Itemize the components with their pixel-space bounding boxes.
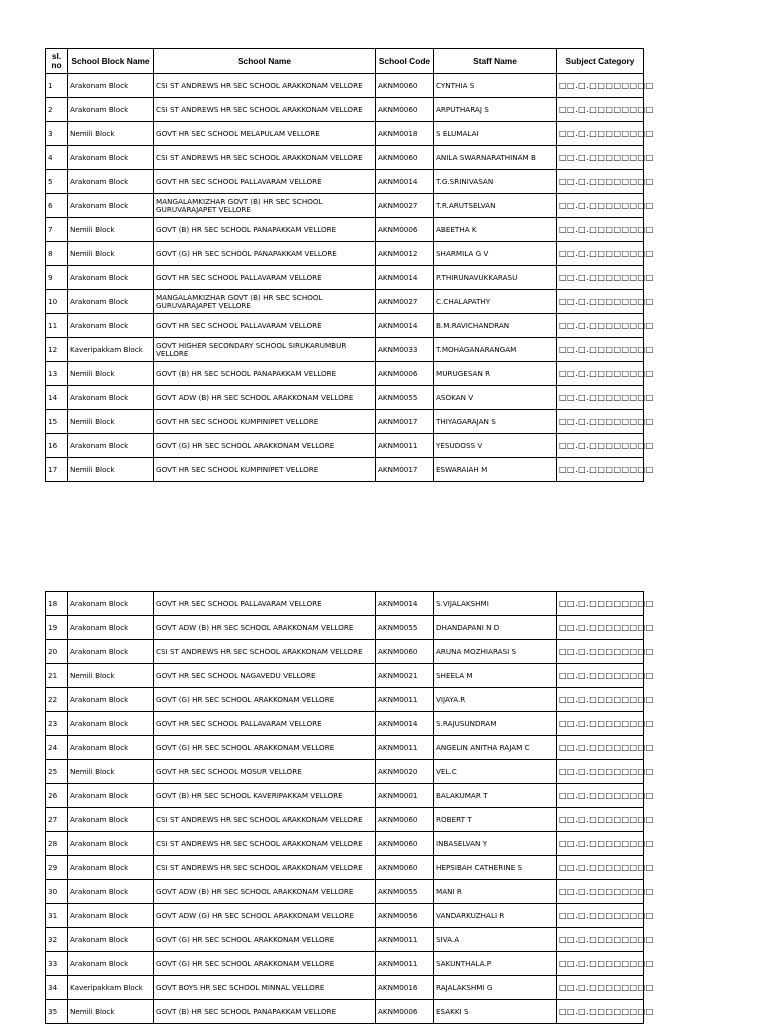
cell-subject-category: □□.□.□□□□□□□□: [557, 122, 644, 146]
table-row: [46, 736, 644, 760]
cell-school-block-name: Arakonam Block: [68, 736, 154, 760]
cell-subject-category: □□.□.□□□□□□□□: [557, 832, 644, 856]
cell-school-block-name: Nemili Block: [68, 1000, 154, 1024]
cell-sl-no: 29: [46, 856, 68, 880]
cell-school-block-name: Arakonam Block: [68, 640, 154, 664]
cell-sl-no: 6: [46, 194, 68, 218]
table-row: [46, 784, 644, 808]
cell-school-code: AKNM0011: [376, 736, 434, 760]
cell-sl-no: 30: [46, 880, 68, 904]
cell-school-block-name: Arakonam Block: [68, 290, 154, 314]
cell-school-code: AKNM0060: [376, 832, 434, 856]
cell-school-code: AKNM0027: [376, 194, 434, 218]
cell-school-name: CSI ST ANDREWS HR SEC SCHOOL ARAKKONAM VELLORE: [154, 808, 376, 832]
table-row: [46, 266, 644, 290]
cell-school-code: AKNM0060: [376, 808, 434, 832]
cell-subject-category: □□.□.□□□□□□□□: [557, 688, 644, 712]
cell-school-block-name: Arakonam Block: [68, 616, 154, 640]
cell-staff-name: S ELUMALAI: [434, 122, 557, 146]
cell-school-block-name: Nemili Block: [68, 664, 154, 688]
cell-school-block-name: Arakonam Block: [68, 74, 154, 98]
cell-school-name: GOVT HR SEC SCHOOL PALLAVARAM VELLORE: [154, 712, 376, 736]
cell-school-name: CSI ST ANDREWS HR SEC SCHOOL ARAKKONAM VELLORE: [154, 74, 376, 98]
table-row: [46, 194, 644, 218]
cell-school-block-name: Arakonam Block: [68, 314, 154, 338]
cell-staff-name: ASOKAN V: [434, 386, 557, 410]
cell-sl-no: 32: [46, 928, 68, 952]
cell-school-name: GOVT (G) HR SEC SCHOOL ARAKKONAM VELLORE: [154, 952, 376, 976]
cell-school-name: GOVT HR SEC SCHOOL MELAPULAM VELLORE: [154, 122, 376, 146]
cell-sl-no: 27: [46, 808, 68, 832]
table-row: [46, 832, 644, 856]
table-row: [46, 904, 644, 928]
cell-subject-category: □□.□.□□□□□□□□: [557, 410, 644, 434]
cell-staff-name: ANGELIN ANITHA RAJAM C: [434, 736, 557, 760]
cell-school-code: AKNM0060: [376, 98, 434, 122]
cell-school-block-name: Kaveripakkam Block: [68, 976, 154, 1000]
cell-school-name: GOVT HR SEC SCHOOL NAGAVEDU VELLORE: [154, 664, 376, 688]
cell-school-code: AKNM0060: [376, 640, 434, 664]
cell-sl-no: 17: [46, 458, 68, 482]
cell-school-name: GOVT (B) HR SEC SCHOOL PANAPAKKAM VELLORE: [154, 362, 376, 386]
table-row: [46, 386, 644, 410]
cell-staff-name: MURUGESAN R: [434, 362, 557, 386]
cell-sl-no: 5: [46, 170, 68, 194]
cell-subject-category: □□.□.□□□□□□□□: [557, 640, 644, 664]
header-school-name: School Name: [154, 49, 376, 74]
cell-school-block-name: Arakonam Block: [68, 386, 154, 410]
cell-subject-category: □□.□.□□□□□□□□: [557, 616, 644, 640]
cell-sl-no: 13: [46, 362, 68, 386]
cell-school-name: GOVT (G) HR SEC SCHOOL ARAKKONAM VELLORE: [154, 688, 376, 712]
cell-school-name: GOVT HIGHER SECONDARY SCHOOL SIRUKARUMBUR VELLORE: [154, 338, 376, 362]
cell-subject-category: □□.□.□□□□□□□□: [557, 74, 644, 98]
cell-school-block-name: Arakonam Block: [68, 146, 154, 170]
table-row: [46, 664, 644, 688]
cell-subject-category: □□.□.□□□□□□□□: [557, 784, 644, 808]
table-row: [46, 362, 644, 386]
cell-staff-name: T.MOHAGANARANGAM: [434, 338, 557, 362]
cell-school-code: AKNM0012: [376, 242, 434, 266]
cell-staff-name: ROBERT T: [434, 808, 557, 832]
cell-school-block-name: Arakonam Block: [68, 784, 154, 808]
cell-school-block-name: Nemili Block: [68, 410, 154, 434]
cell-sl-no: 22: [46, 688, 68, 712]
cell-subject-category: □□.□.□□□□□□□□: [557, 170, 644, 194]
header-school-block-name: School Block Name: [68, 49, 154, 74]
cell-school-name: MANGALAMKIZHAR GOVT (B) HR SEC SCHOOL GURUVARAJAPET VELLORE: [154, 194, 376, 218]
cell-subject-category: □□.□.□□□□□□□□: [557, 712, 644, 736]
cell-sl-no: 11: [46, 314, 68, 338]
cell-school-code: AKNM0006: [376, 362, 434, 386]
cell-school-name: GOVT ADW (B) HR SEC SCHOOL ARAKKONAM VELLORE: [154, 880, 376, 904]
table-row: [46, 434, 644, 458]
cell-school-name: GOVT ADW (B) HR SEC SCHOOL ARAKKONAM VELLORE: [154, 616, 376, 640]
cell-school-name: GOVT HR SEC SCHOOL MOSUR VELLORE: [154, 760, 376, 784]
cell-school-code: AKNM0001: [376, 784, 434, 808]
table-row: [46, 122, 644, 146]
cell-school-name: GOVT HR SEC SCHOOL PALLAVARAM VELLORE: [154, 170, 376, 194]
cell-school-code: AKNM0060: [376, 856, 434, 880]
table-row: [46, 688, 644, 712]
cell-school-code: AKNM0021: [376, 664, 434, 688]
cell-school-block-name: Nemili Block: [68, 760, 154, 784]
cell-staff-name: HEPSIBAH CATHERINE S: [434, 856, 557, 880]
table-row: [46, 880, 644, 904]
cell-school-name: GOVT (G) HR SEC SCHOOL ARAKKONAM VELLORE: [154, 928, 376, 952]
cell-school-block-name: Arakonam Block: [68, 880, 154, 904]
cell-sl-no: 1: [46, 74, 68, 98]
cell-school-code: AKNM0027: [376, 290, 434, 314]
cell-staff-name: CYNTHIA S: [434, 74, 557, 98]
cell-staff-name: ARUNA MOZHIARASI S: [434, 640, 557, 664]
cell-school-name: GOVT (G) HR SEC SCHOOL ARAKKONAM VELLORE: [154, 434, 376, 458]
table-row: [46, 410, 644, 434]
cell-sl-no: 31: [46, 904, 68, 928]
cell-school-name: CSI ST ANDREWS HR SEC SCHOOL ARAKKONAM VELLORE: [154, 856, 376, 880]
cell-school-name: GOVT (G) HR SEC SCHOOL PANAPAKKAM VELLORE: [154, 242, 376, 266]
table-row: [46, 592, 644, 616]
header-sl-no: sl. no: [46, 49, 68, 74]
cell-subject-category: □□.□.□□□□□□□□: [557, 880, 644, 904]
cell-sl-no: 23: [46, 712, 68, 736]
table-row: [46, 976, 644, 1000]
table-row: [46, 170, 644, 194]
staff-table-page-2: [45, 591, 654, 1024]
cell-school-code: AKNM0060: [376, 74, 434, 98]
cell-school-block-name: Arakonam Block: [68, 808, 154, 832]
cell-sl-no: 3: [46, 122, 68, 146]
cell-subject-category: □□.□.□□□□□□□□: [557, 218, 644, 242]
cell-school-block-name: Nemili Block: [68, 122, 154, 146]
table-row: [46, 928, 644, 952]
cell-school-block-name: Arakonam Block: [68, 434, 154, 458]
table-row: [46, 616, 644, 640]
cell-school-block-name: Arakonam Block: [68, 904, 154, 928]
cell-school-name: GOVT (B) HR SEC SCHOOL KAVERIPAKKAM VELLORE: [154, 784, 376, 808]
cell-sl-no: 7: [46, 218, 68, 242]
cell-subject-category: □□.□.□□□□□□□□: [557, 736, 644, 760]
cell-staff-name: YESUDOSS V: [434, 434, 557, 458]
cell-school-code: AKNM0014: [376, 592, 434, 616]
cell-subject-category: □□.□.□□□□□□□□: [557, 976, 644, 1000]
cell-school-code: AKNM0011: [376, 434, 434, 458]
cell-staff-name: VANDARKUZHALI R: [434, 904, 557, 928]
cell-staff-name: T.G.SRINIVASAN: [434, 170, 557, 194]
cell-school-name: GOVT HR SEC SCHOOL KUMPINIPET VELLORE: [154, 458, 376, 482]
cell-staff-name: ESWARAIAH M: [434, 458, 557, 482]
cell-school-block-name: Kaveripakkam Block: [68, 338, 154, 362]
cell-subject-category: □□.□.□□□□□□□□: [557, 904, 644, 928]
cell-subject-category: □□.□.□□□□□□□□: [557, 146, 644, 170]
cell-school-name: GOVT HR SEC SCHOOL PALLAVARAM VELLORE: [154, 592, 376, 616]
cell-sl-no: 33: [46, 952, 68, 976]
cell-school-block-name: Arakonam Block: [68, 266, 154, 290]
cell-subject-category: □□.□.□□□□□□□□: [557, 314, 644, 338]
cell-subject-category: □□.□.□□□□□□□□: [557, 266, 644, 290]
cell-staff-name: S.RAJUSUNDRAM: [434, 712, 557, 736]
cell-subject-category: □□.□.□□□□□□□□: [557, 386, 644, 410]
cell-sl-no: 12: [46, 338, 68, 362]
cell-subject-category: □□.□.□□□□□□□□: [557, 338, 644, 362]
cell-sl-no: 28: [46, 832, 68, 856]
cell-staff-name: ANILA SWARNARATHINAM B: [434, 146, 557, 170]
cell-staff-name: VIJAYA.R: [434, 688, 557, 712]
table-row: [46, 1000, 644, 1024]
table-row: [46, 146, 644, 170]
cell-staff-name: DHANDAPANI N D: [434, 616, 557, 640]
cell-staff-name: P.THIRUNAVUKKARASU: [434, 266, 557, 290]
table-header-row: [46, 49, 644, 74]
cell-subject-category: □□.□.□□□□□□□□: [557, 760, 644, 784]
cell-school-block-name: Nemili Block: [68, 218, 154, 242]
cell-school-code: AKNM0014: [376, 314, 434, 338]
cell-school-code: AKNM0055: [376, 616, 434, 640]
cell-school-code: AKNM0017: [376, 410, 434, 434]
cell-school-code: AKNM0033: [376, 338, 434, 362]
cell-school-code: AKNM0017: [376, 458, 434, 482]
cell-school-name: GOVT (G) HR SEC SCHOOL ARAKKONAM VELLORE: [154, 736, 376, 760]
cell-school-name: GOVT HR SEC SCHOOL KUMPINIPET VELLORE: [154, 410, 376, 434]
cell-school-code: AKNM0006: [376, 218, 434, 242]
cell-staff-name: B.M.RAVICHANDRAN: [434, 314, 557, 338]
table-row: [46, 712, 644, 736]
table-row: [46, 314, 644, 338]
cell-subject-category: □□.□.□□□□□□□□: [557, 362, 644, 386]
cell-subject-category: □□.□.□□□□□□□□: [557, 434, 644, 458]
cell-sl-no: 24: [46, 736, 68, 760]
header-school-code: School Code: [376, 49, 434, 74]
cell-school-code: AKNM0016: [376, 976, 434, 1000]
cell-sl-no: 2: [46, 98, 68, 122]
cell-school-name: CSI ST ANDREWS HR SEC SCHOOL ARAKKONAM VELLORE: [154, 640, 376, 664]
cell-school-name: CSI ST ANDREWS HR SEC SCHOOL ARAKKONAM VELLORE: [154, 146, 376, 170]
cell-staff-name: MANI R: [434, 880, 557, 904]
cell-school-block-name: Arakonam Block: [68, 98, 154, 122]
cell-school-name: GOVT BOYS HR SEC SCHOOL MINNAL VELLORE: [154, 976, 376, 1000]
cell-staff-name: S.VIJALAKSHMI: [434, 592, 557, 616]
cell-school-code: AKNM0055: [376, 386, 434, 410]
cell-sl-no: 14: [46, 386, 68, 410]
cell-staff-name: T.R.ARUTSELVAN: [434, 194, 557, 218]
cell-school-block-name: Nemili Block: [68, 458, 154, 482]
table-row: [46, 952, 644, 976]
cell-school-block-name: Arakonam Block: [68, 592, 154, 616]
cell-subject-category: □□.□.□□□□□□□□: [557, 194, 644, 218]
cell-sl-no: 9: [46, 266, 68, 290]
cell-school-code: AKNM0018: [376, 122, 434, 146]
cell-school-code: AKNM0056: [376, 904, 434, 928]
cell-school-code: AKNM0020: [376, 760, 434, 784]
cell-school-name: GOVT ADW (G) HR SEC SCHOOL ARAKKONAM VELLORE: [154, 904, 376, 928]
cell-school-block-name: Arakonam Block: [68, 952, 154, 976]
cell-subject-category: □□.□.□□□□□□□□: [557, 98, 644, 122]
cell-subject-category: □□.□.□□□□□□□□: [557, 856, 644, 880]
cell-school-code: AKNM0011: [376, 952, 434, 976]
cell-school-name: GOVT HR SEC SCHOOL PALLAVARAM VELLORE: [154, 314, 376, 338]
cell-sl-no: 18: [46, 592, 68, 616]
cell-subject-category: □□.□.□□□□□□□□: [557, 1000, 644, 1024]
header-subject-category: Subject Category: [557, 49, 644, 74]
cell-subject-category: □□.□.□□□□□□□□: [557, 952, 644, 976]
cell-sl-no: 35: [46, 1000, 68, 1024]
staff-table-page-1: [45, 48, 654, 482]
cell-school-block-name: Arakonam Block: [68, 856, 154, 880]
cell-school-block-name: Arakonam Block: [68, 928, 154, 952]
table-row: [46, 640, 644, 664]
cell-school-block-name: Nemili Block: [68, 242, 154, 266]
cell-school-name: CSI ST ANDREWS HR SEC SCHOOL ARAKKONAM VELLORE: [154, 832, 376, 856]
cell-school-block-name: Nemili Block: [68, 362, 154, 386]
cell-school-name: MANGALAMKIZHAR GOVT (B) HR SEC SCHOOL GURUVARAJAPET VELLORE: [154, 290, 376, 314]
table-row: [46, 290, 644, 314]
cell-staff-name: VEL.C: [434, 760, 557, 784]
cell-sl-no: 19: [46, 616, 68, 640]
cell-school-name: GOVT ADW (B) HR SEC SCHOOL ARAKKONAM VELLORE: [154, 386, 376, 410]
cell-subject-category: □□.□.□□□□□□□□: [557, 928, 644, 952]
cell-school-name: GOVT (B) HR SEC SCHOOL PANAPAKKAM VELLORE: [154, 1000, 376, 1024]
cell-subject-category: □□.□.□□□□□□□□: [557, 290, 644, 314]
cell-staff-name: ABEETHA K: [434, 218, 557, 242]
cell-sl-no: 34: [46, 976, 68, 1000]
table-row: [46, 856, 644, 880]
table-row: [46, 808, 644, 832]
cell-school-code: AKNM0014: [376, 170, 434, 194]
cell-subject-category: □□.□.□□□□□□□□: [557, 592, 644, 616]
cell-school-name: GOVT (B) HR SEC SCHOOL PANAPAKKAM VELLORE: [154, 218, 376, 242]
cell-sl-no: 15: [46, 410, 68, 434]
header-staff-name: Staff Name: [434, 49, 557, 74]
cell-staff-name: RAJALAKSHMI G: [434, 976, 557, 1000]
cell-sl-no: 26: [46, 784, 68, 808]
table-row: [46, 760, 644, 784]
cell-school-block-name: Arakonam Block: [68, 170, 154, 194]
cell-school-block-name: Arakonam Block: [68, 832, 154, 856]
cell-subject-category: □□.□.□□□□□□□□: [557, 664, 644, 688]
table-row: [46, 458, 644, 482]
cell-sl-no: 20: [46, 640, 68, 664]
cell-staff-name: SIVA.A: [434, 928, 557, 952]
table-row: [46, 338, 644, 362]
cell-sl-no: 21: [46, 664, 68, 688]
cell-school-code: AKNM0055: [376, 880, 434, 904]
cell-sl-no: 16: [46, 434, 68, 458]
cell-subject-category: □□.□.□□□□□□□□: [557, 808, 644, 832]
cell-school-block-name: Arakonam Block: [68, 194, 154, 218]
cell-school-block-name: Arakonam Block: [68, 688, 154, 712]
cell-school-name: CSI ST ANDREWS HR SEC SCHOOL ARAKKONAM VELLORE: [154, 98, 376, 122]
table-row: [46, 218, 644, 242]
cell-school-code: AKNM0014: [376, 712, 434, 736]
cell-staff-name: SHARMILA G V: [434, 242, 557, 266]
cell-school-block-name: Arakonam Block: [68, 712, 154, 736]
cell-staff-name: SAKUNTHALA.P: [434, 952, 557, 976]
cell-sl-no: 8: [46, 242, 68, 266]
cell-sl-no: 25: [46, 760, 68, 784]
cell-subject-category: □□.□.□□□□□□□□: [557, 242, 644, 266]
cell-staff-name: INBASELVAN Y: [434, 832, 557, 856]
cell-subject-category: □□.□.□□□□□□□□: [557, 458, 644, 482]
cell-staff-name: BALAKUMAR T: [434, 784, 557, 808]
cell-school-code: AKNM0014: [376, 266, 434, 290]
cell-school-code: AKNM0060: [376, 146, 434, 170]
table-row: [46, 98, 644, 122]
cell-school-code: AKNM0011: [376, 688, 434, 712]
cell-staff-name: SHEELA M: [434, 664, 557, 688]
cell-sl-no: 10: [46, 290, 68, 314]
cell-staff-name: THIYAGARAJAN S: [434, 410, 557, 434]
cell-school-code: AKNM0011: [376, 928, 434, 952]
table-row: [46, 242, 644, 266]
cell-sl-no: 4: [46, 146, 68, 170]
table-row: [46, 74, 644, 98]
cell-staff-name: ARPUTHARAJ S: [434, 98, 557, 122]
cell-school-code: AKNM0006: [376, 1000, 434, 1024]
cell-staff-name: ESAKKI S: [434, 1000, 557, 1024]
cell-school-name: GOVT HR SEC SCHOOL PALLAVARAM VELLORE: [154, 266, 376, 290]
cell-staff-name: C.CHALAPATHY: [434, 290, 557, 314]
